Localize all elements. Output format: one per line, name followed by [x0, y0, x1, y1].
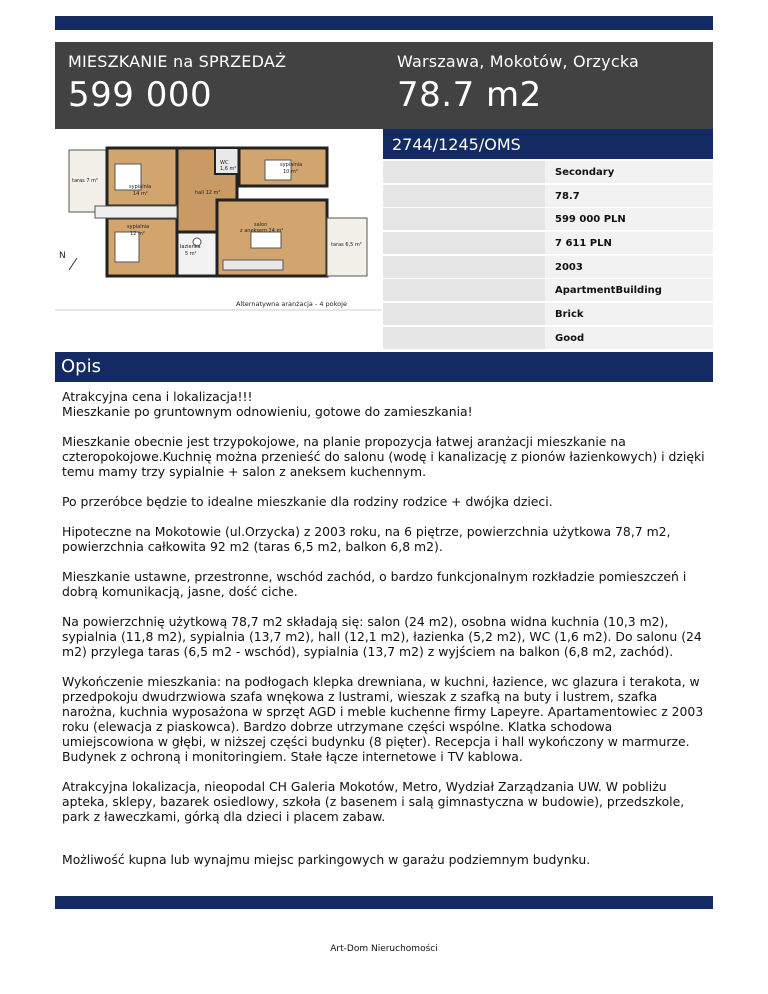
compass-label: N: [59, 251, 66, 261]
description-paragraph: Atrakcyjna cena i lokalizacja!!! Mieszkanie po gruntownym odnowieniu, gotowe do zamieszkania!: [62, 389, 473, 419]
listing-header: [55, 42, 713, 129]
description-paragraph: Na powierzchnię użytkową 78,7 m2 składają się: salon (24 m2), osobna widna kuchnia (10,3 m2), sypialnia (11,8 m2), sypialnia (13,7 m2), hall (12,1 m2), łazienka (5,2 m2), WC (1,6 m2). Do salonu (24 m2) przylega taras (6,5 m2 - wschód), sypialnia (13,7 m2) z wyjściem na balkon (6,8 m2, zachód).: [62, 614, 702, 659]
svg-text:sypialnia: sypialnia: [280, 162, 303, 168]
svg-text:z aneksem 24 m²: z aneksem 24 m²: [240, 228, 284, 234]
listing-code: 2744/1245/OMS: [383, 129, 713, 159]
listing-location: Warszawa, Mokotów, Orzycka: [397, 52, 640, 71]
detail-row-price-per-m2: 7 611 PLN: [383, 232, 713, 254]
bottom-bar: [55, 896, 713, 909]
svg-text:WC: WC: [220, 160, 229, 166]
description-paragraph: Możliwość kupna lub wynajmu miejsc parkingowych w garażu podziemnym budynku.: [62, 852, 591, 867]
listing-type: MIESZKANIE na SPRZEDAŻ: [68, 52, 287, 71]
footer-agency: Art-Dom Nieruchomości: [330, 944, 438, 954]
listing-price: 599 000: [68, 75, 213, 115]
description-paragraph: Hipoteczne na Mokotowie (ul.Orzycka) z 2003 roku, na 6 piętrze, powierzchnia użytkowa 78,7 m2, powierzchnia całkowita 92 m2 (taras 6,5 m2, balkon 6,8 m2).: [62, 524, 671, 554]
detail-row-material: Brick: [383, 303, 713, 325]
detail-row-area: 78.7: [383, 185, 713, 207]
svg-text:5 m²: 5 m²: [185, 251, 197, 257]
svg-text:1,6 m²: 1,6 m²: [220, 166, 237, 172]
svg-text:hall 12 m²: hall 12 m²: [195, 190, 221, 196]
svg-text:10 m²: 10 m²: [283, 169, 298, 175]
svg-text:salon: salon: [254, 222, 268, 228]
svg-text:taras 6,5 m²: taras 6,5 m²: [331, 242, 362, 248]
detail-row-price: 599 000 PLN: [383, 208, 713, 230]
detail-row-year: 2003: [383, 256, 713, 278]
svg-text:14 m²: 14 m²: [133, 191, 148, 197]
svg-text:sypialnia: sypialnia: [127, 224, 150, 230]
top-bar: [55, 16, 713, 30]
detail-row-building-type: ApartmentBuilding: [383, 279, 713, 301]
svg-text:sypialnia: sypialnia: [129, 184, 152, 190]
detail-row-condition: Good: [383, 327, 713, 349]
description-body: [62, 389, 708, 882]
detail-row-market: Secondary: [383, 161, 713, 183]
description-paragraph: Mieszkanie obecnie jest trzypokojowe, na planie propozycja łatwej aranżacji mieszkanie na czteropokojowe.Kuchnię można przenieść do salonu (wodę i kanalizację z pionów łazienkowych) i dzięki temu mamy trzy sypialnie + salon z aneksem kuchennym.: [62, 434, 705, 479]
plan-caption: Alternatywna aranżacja - 4 pokoje: [236, 300, 347, 308]
svg-text:12 m²: 12 m²: [130, 231, 145, 237]
svg-text:łazienka: łazienka: [180, 244, 201, 250]
description-heading: Opis: [55, 352, 713, 382]
description-paragraph: Po przeróbce będzie to idealne mieszkanie dla rodziny rodzice + dwójka dzieci.: [62, 494, 553, 509]
svg-text:taras 7 m²: taras 7 m²: [72, 178, 98, 184]
listing-area: 78.7 m2: [397, 75, 542, 115]
details-table: [383, 161, 713, 351]
description-paragraph: Wykończenie mieszkania: na podłogach klepka drewniana, w kuchni, łazience, wc glazura i terakota, w przedpokoju dwudrzwiowa szafa wnękowa z lustrami, wieszak z szafką na buty i lustrem, szafka narożna, kuchnia wyposażona w sprzęt AGD i meble kuchenne firmy Lapeyre. Apartamentowiec z 2003 roku (elewacja z piaskowca). Bardzo dobrze utrzymane części wspólne. Klatka schodowa umiejscowiona w głębi, w niższej części budynku (8 pięter). Recepcja i hall wykończony w marmurze. Budynek z ochroną i monitoringiem. Stałe łącze internetowe i TV kablowa.: [62, 674, 704, 764]
description-paragraph: Mieszkanie ustawne, przestronne, wschód zachód, o bardzo funkcjonalnym rozkładzie pomieszczeń i dobrą komunikacją, jasne, dość ciche.: [62, 569, 687, 599]
description-paragraph: Atrakcyjna lokalizacja, nieopodal CH Galeria Mokotów, Metro, Wydział Zarządzania UW. W pobliżu apteka, sklepy, bazarek osiedlowy, szkoła (z basenem i salą gimnastyczna w budowie), przedszkole, park z ławeczkami, górką dla dzieci i placem zabaw.: [62, 779, 685, 824]
floor-plan: [55, 140, 381, 352]
